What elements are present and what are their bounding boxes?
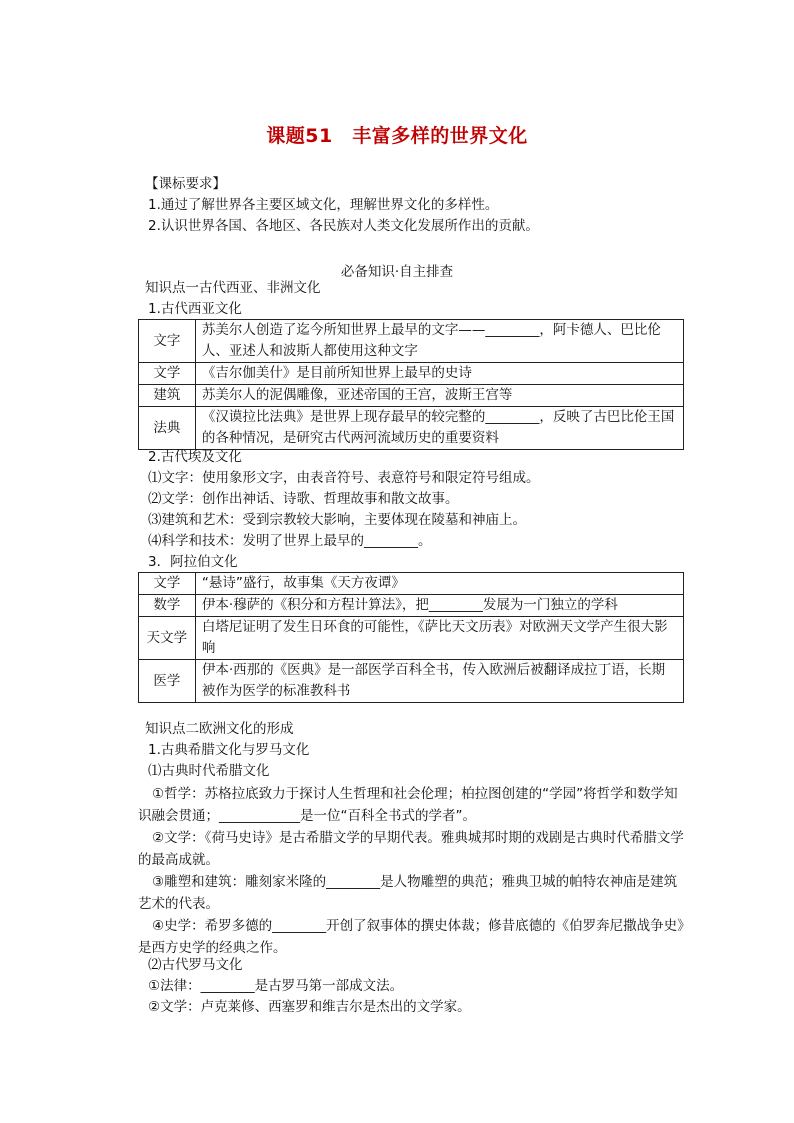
rome-law: ①法律：________是古罗马第一部成文法。: [148, 978, 404, 994]
section-heading: 必备知识·自主排查: [340, 264, 454, 280]
table-cell-value: 苏美尔人的泥偶雕像，亚述帝国的王宫，波斯王宫等: [195, 385, 683, 407]
table-cell-value: 《吉尔伽美什》是目前所知世界上最早的史诗: [195, 363, 683, 385]
table-cell-key: 天文学: [139, 617, 196, 660]
table-cell-value: 《汉谟拉比法典》是世界上现存最早的较完整的________，反映了古巴比伦王国的各种情况，是研究古代两河流域历史的重要资料: [195, 407, 683, 450]
table-cell-value: “悬诗”盛行，故事集《天方夜谭》: [195, 573, 683, 595]
egypt-item-1: ⑴文字：使用象形文字，由表音符号、表意符号和限定符号组成。: [148, 470, 540, 486]
kp2-sub1a: ⑴古典时代希腊文化: [148, 763, 270, 779]
greece-literature: ②文学：《荷马史诗》是古希腊文学的早期代表。雅典城邦时期的戏剧是古典时代希腊文学的最高成就。: [138, 830, 684, 868]
table-row: [139, 407, 684, 450]
egypt-item-4: ⑷科学和技术：发明了世界上最早的________。: [148, 533, 432, 549]
table-row: [139, 595, 684, 617]
kp2-sub1: 1.古典希腊文化与罗马文化: [148, 742, 310, 758]
kp1-sub2: 2.古代埃及文化: [148, 449, 242, 465]
table-cell-key: 文学: [139, 573, 196, 595]
west-asia-table: [138, 319, 684, 450]
table-row: [139, 617, 684, 660]
table-cell-value: 伊本·西那的《医典》是一部医学百科全书，传入欧洲后被翻译成拉丁语，长期被作为医学的标准教科书: [195, 660, 683, 703]
arab-table: [138, 572, 684, 703]
standards-item-2: 2.认识世界各国、各地区、各民族对人类文化发展所作出的贡献。: [148, 218, 539, 234]
page-title: 课题51 丰富多样的世界文化: [266, 125, 528, 147]
table-row: [139, 660, 684, 703]
table-cell-value: 白塔尼证明了发生日环食的可能性，《萨比天文历表》对欧洲天文学产生很大影响: [195, 617, 683, 660]
table-cell-key: 医学: [139, 660, 196, 703]
table-cell-key: 数学: [139, 595, 196, 617]
table-cell-key: 建筑: [139, 385, 196, 407]
kp2-heading: 知识点二欧洲文化的形成: [145, 721, 294, 737]
table-cell-key: 文字: [139, 320, 196, 363]
kp1-sub3: 3．阿拉伯文化: [148, 554, 238, 570]
table-row: [139, 385, 684, 407]
table-cell-key: 文学: [139, 363, 196, 385]
table-cell-value: 伊本·穆萨的《积分和方程计算法》，把________发展为一门独立的学科: [195, 595, 683, 617]
kp1-sub1: 1.古代西亚文化: [148, 301, 242, 317]
greece-history: ④史学：希罗多德的________开创了叙事体的撰史体裁；修昔底德的《伯罗奔尼撒战争史》是西方史学的经典之作。: [138, 918, 684, 956]
standards-item-1: 1.通过了解世界各主要区域文化，理解世界文化的多样性。: [148, 197, 499, 213]
table-row: [139, 320, 684, 363]
kp2-sub1b: ⑵古代罗马文化: [148, 957, 243, 973]
egypt-item-2: ⑵文学：创作出神话、诗歌、哲理故事和散文故事。: [148, 491, 459, 507]
table-cell-value: 苏美尔人创造了迄今所知世界上最早的文字——________，阿卡德人、巴比伦人、亚述人和波斯人都使用这种文字: [195, 320, 683, 363]
rome-literature: ②文学：卢克莱修、西塞罗和维吉尔是杰出的文学家。: [148, 999, 471, 1015]
table-row: [139, 573, 684, 595]
greece-philosophy: ①哲学：苏格拉底致力于探讨人生哲理和社会伦理；柏拉图创建的“学园”将哲学和数学知识融会贯通；____________是一位“百科全书式的学者”。: [138, 786, 678, 824]
table-cell-key: 法典: [139, 407, 196, 450]
table-row: [139, 363, 684, 385]
kp1-heading: 知识点一古代西亚、非洲文化: [145, 280, 321, 296]
greece-sculpture: ③雕塑和建筑：雕刻家米隆的________是人物雕塑的典范；雅典卫城的帕特农神庙是建筑艺术的代表。: [138, 874, 678, 912]
standards-heading: 【课标要求】: [145, 176, 226, 192]
egypt-item-3: ⑶建筑和艺术：受到宗教较大影响，主要体现在陵墓和神庙上。: [148, 512, 526, 528]
